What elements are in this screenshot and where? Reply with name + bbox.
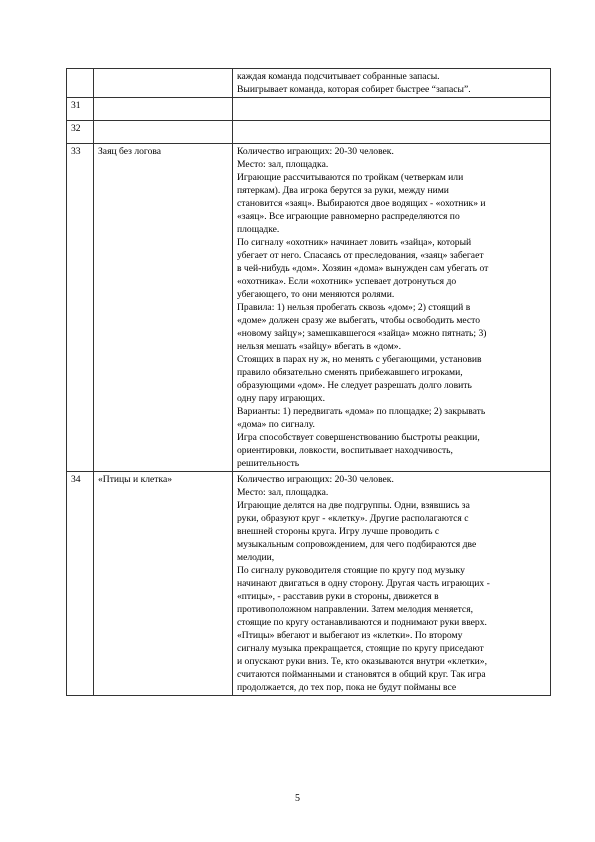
description-line: По сигналу руководителя стоящие по кругу под музыку [237,565,465,576]
description-line: Место: зал, площадка. [237,487,329,498]
table-row [67,69,551,98]
games-table [66,68,551,696]
row-number-cell: 34 [67,472,94,696]
description-line: ориентировки, ловкости, воспитывает находчивость, [237,445,453,456]
description-line: противоположном направлении. Затем мелодия меняется, [237,604,474,615]
description-line: стоящие по кругу останавливаются и поднимают руки вверх. [237,617,487,628]
description-line: «доме» должен сразу же выбегать, чтобы освободить место [237,315,481,326]
description-line: «птицы», - расставив руки в стороны, движется в [237,591,439,602]
description-line: убегающего, то они меняются ролями. [237,289,395,300]
description-line: «новому зайцу»; замешкавшегося «зайца» можно пятнать; 3) [237,328,487,339]
description-line: каждая команда подсчитывает собранные запасы. [237,71,440,82]
description-line: одну пару играющих. [237,393,325,404]
description-line: Играющие рассчитываются по тройкам (четверкам или [237,172,464,183]
description-line: и опускают руки вниз. Те, кто оказываются внутри «клетки», [237,656,487,667]
page-number: 5 [295,793,300,804]
description-line: убегает от него. Спасаясь от преследования, «заяц» забегает [237,250,484,261]
description-line: считаются пойманными и становятся в общий круг. Так игра [237,669,486,680]
game-description-cell [233,69,551,98]
game-name-cell [94,98,233,121]
table-row [67,144,551,472]
game-name-cell [94,121,233,144]
row-number-cell: 32 [67,121,94,144]
description-line: Правила: 1) нельзя пробегать сквозь «дом»; 2) стоящий в [237,302,471,313]
game-description-cell [233,98,551,121]
description-line: площадке. [237,224,280,235]
description-line: «заяц». Все играющие равномерно распределяются по [237,211,460,222]
row-number-cell [67,69,94,98]
description-line: «охотника». Если «охотник» успевает дотронуться до [237,276,457,287]
game-name-cell [94,69,233,98]
description-line: «Птицы» вбегают и выбегают из «клетки». По второму [237,630,463,641]
description-line: сигналу музыка прекращается, стоящие по кругу приседают [237,643,484,654]
table-row [67,472,551,696]
game-description-cell [233,144,551,472]
description-line: руки, образуют круг - «клетку». Другие располагаются с [237,513,469,524]
table-row [67,121,551,144]
description-line: Игра способствует совершенствованию быстроты реакции, [237,432,480,443]
description-line: решительность [237,458,300,469]
games-table-body [67,69,551,696]
description-line: Количество играющих: 20-30 человек. [237,146,394,157]
description-line: «дома» по сигналу. [237,419,315,430]
description-line: Играющие делятся на две подгруппы. Одни, взявшись за [237,500,470,511]
description-line: в чей-нибудь «дом». Хозяин «дома» вынужден сам убегать от [237,263,489,274]
description-line: нельзя мешать «зайцу» вбегать в «дом». [237,341,402,352]
description-line: пятеркам). Два игрока берутся за руки, между ними [237,185,449,196]
description-line: Стоящих в парах ну ж, но менять с убегающими, установив [237,354,482,365]
description-line: начинают двигаться в одну сторону. Другая часть играющих - [237,578,490,589]
description-line: образующими «дом». Не следует разрешать долго ловить [237,380,472,391]
description-line: По сигналу «охотник» начинает ловить «зайца», который [237,237,472,248]
description-line: Место: зал, площадка. [237,159,329,170]
description-line: музыкальным сопровождением, для чего подбираются две [237,539,477,550]
game-name-cell: Заяц без логова [94,144,233,472]
table-row [67,98,551,121]
row-number-cell: 33 [67,144,94,472]
description-line: внешней стороны круга. Игру лучше проводить с [237,526,440,537]
description-line: мелодии, [237,552,275,563]
description-line: Количество играющих: 20-30 человек. [237,474,394,485]
description-line: продолжается, до тех пор, пока не будут пойманы все [237,682,457,693]
game-name-cell: «Птицы и клетка» [94,472,233,696]
game-description-cell [233,472,551,696]
game-description-cell [233,121,551,144]
description-line: становится «заяц». Выбираются двое водящих - «охотник» и [237,198,486,209]
description-line: правило обязательно сменять прибежавшего игроками, [237,367,463,378]
description-line: Выигрывает команда, которая собирет быстрее “запасы”. [237,84,471,95]
description-line: Варианты: 1) передвигать «дома» по площадке; 2) закрывать [237,406,486,417]
row-number-cell: 31 [67,98,94,121]
